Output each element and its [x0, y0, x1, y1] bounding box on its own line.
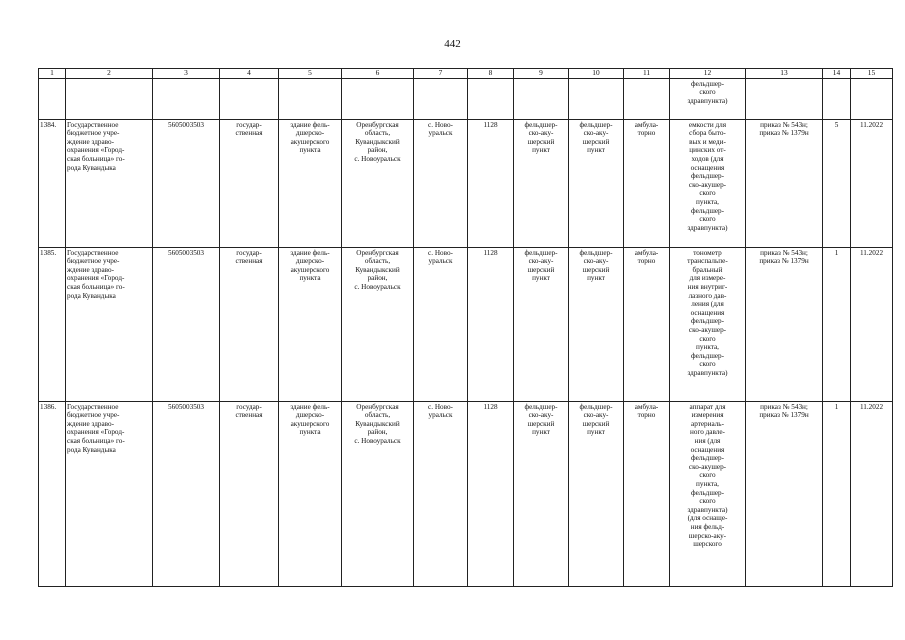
column-10-cell: фельдшер- ско-аку- шерский пункт	[569, 119, 624, 247]
column-header: 9	[514, 69, 569, 79]
column-11-cell: амбула- торно	[624, 401, 670, 586]
column-10-cell: фельдшер- ско-аку- шерский пункт	[569, 401, 624, 586]
building-cell: здание фель- дшерско- акушерского пункта	[279, 119, 342, 247]
quantity-cell: 1	[823, 247, 851, 401]
column-8-cell: 1128	[468, 401, 514, 586]
column-header: 7	[414, 69, 468, 79]
column-header: 2	[66, 69, 153, 79]
locality-cell: с. Ново- уральск	[414, 119, 468, 247]
organization-cell: Государственное бюджетное учре- ждение здраво- охранения «Город- ская больница» го- рода Кувандыка	[66, 247, 153, 401]
address-cell: Оренбургская область, Кувандыкский район, с. Новоуральск	[342, 401, 414, 586]
column-11-cell: амбула- торно	[624, 247, 670, 401]
column-header: 8	[468, 69, 514, 79]
column-11-cell: амбула- торно	[624, 119, 670, 247]
column-header: 3	[153, 69, 220, 79]
column-9-cell: фельдшер- ско-аку- шерский пункт	[514, 401, 569, 586]
quantity-cell: 5	[823, 119, 851, 247]
column-header: 11	[624, 69, 670, 79]
column-header: 13	[746, 69, 823, 79]
column-9-cell: фельдшер- ско-аку- шерский пункт	[514, 247, 569, 401]
table-row	[39, 247, 893, 401]
code-cell: 5605003503	[153, 247, 220, 401]
date-cell: 11.2022	[851, 247, 893, 401]
column-number-row	[39, 69, 893, 79]
code-cell: 5605003503	[153, 119, 220, 247]
orders-cell: приказ № 543н; приказ № 1379н	[746, 401, 823, 586]
locality-cell: с. Ново- уральск	[414, 247, 468, 401]
table-row	[39, 119, 893, 247]
equipment-cell: емкости для сбора быто- вых и меди- цинских от- ходов (для оснащения фельдшер- ско-акушер- ского пункта, фельдшер- ского здравпункта)	[670, 119, 746, 247]
column-10-cell: фельдшер- ско-аку- шерский пункт	[569, 247, 624, 401]
column-9-cell: фельдшер- ско-аку- шерский пункт	[514, 119, 569, 247]
table-row	[39, 401, 893, 586]
register-table	[38, 68, 893, 587]
address-cell: Оренбургская область, Кувандыкский район, с. Новоуральск	[342, 247, 414, 401]
date-cell: 11.2022	[851, 401, 893, 586]
address-cell: Оренбургская область, Кувандыкский район, с. Новоуральск	[342, 119, 414, 247]
row-number-cell: 1384.	[39, 119, 66, 247]
building-cell: здание фель- дшерско- акушерского пункта	[279, 401, 342, 586]
column-8-cell: 1128	[468, 119, 514, 247]
column-header: 10	[569, 69, 624, 79]
column-header: 6	[342, 69, 414, 79]
ownership-cell: государ- ственная	[220, 247, 279, 401]
date-cell: 11.2022	[851, 119, 893, 247]
column-header: 4	[220, 69, 279, 79]
ownership-cell: государ- ственная	[220, 401, 279, 586]
column-header: 1	[39, 69, 66, 79]
code-cell: 5605003503	[153, 401, 220, 586]
column-header: 15	[851, 69, 893, 79]
organization-cell: Государственное бюджетное учре- ждение здраво- охранения «Город- ская больница» го- рода Кувандыка	[66, 401, 153, 586]
continuation-row	[39, 78, 893, 119]
orders-cell: приказ № 543н; приказ № 1379н	[746, 119, 823, 247]
column-header: 12	[670, 69, 746, 79]
equipment-cell: фельдшер- ского здравпункта)	[670, 78, 746, 119]
ownership-cell: государ- ственная	[220, 119, 279, 247]
locality-cell: с. Ново- уральск	[414, 401, 468, 586]
column-header: 5	[279, 69, 342, 79]
column-8-cell: 1128	[468, 247, 514, 401]
row-number-cell: 1386.	[39, 401, 66, 586]
building-cell: здание фель- дшерско- акушерского пункта	[279, 247, 342, 401]
equipment-cell: аппарат для измерения артериаль- ного давле- ния (для оснащения фельдшер- ско-акушер- ского пункта, фельдшер- ского здравпункта) (для оснаще- ния фельд- шерско-аку- шерского	[670, 401, 746, 586]
row-number-cell: 1385.	[39, 247, 66, 401]
page-number: 442	[444, 38, 461, 50]
quantity-cell: 1	[823, 401, 851, 586]
organization-cell: Государственное бюджетное учре- ждение здраво- охранения «Город- ская больница» го- рода Кувандыка	[66, 119, 153, 247]
column-header: 14	[823, 69, 851, 79]
equipment-cell: тонометр транспальпе- бральный для измере- ния внутриг- лазного дав- ления (для оснащения фельдшер- ско-акушер- ского пункта, фельдшер- ского здравпункта)	[670, 247, 746, 401]
orders-cell: приказ № 543н; приказ № 1379н	[746, 247, 823, 401]
